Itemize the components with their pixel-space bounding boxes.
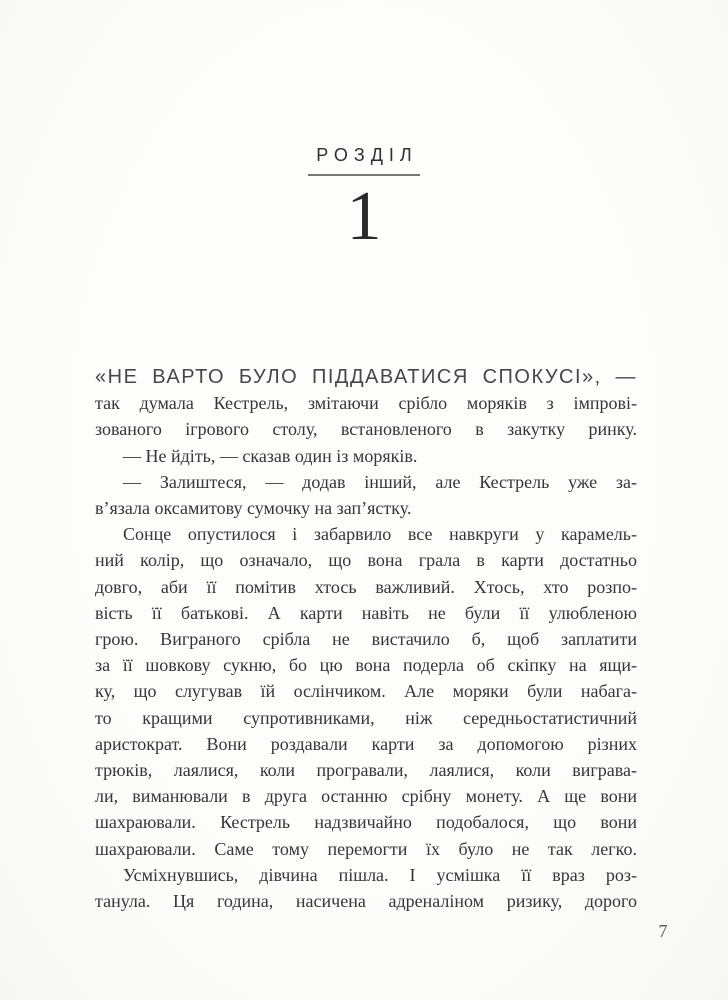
page-number: 7: [658, 921, 668, 941]
text-line: Сонце опустилося і забарвило все навкруги у карамель-: [123, 524, 637, 545]
text-line: в’язала оксамитову сумочку на зап’ястку.: [95, 498, 412, 519]
text-line: грою. Виграного срібла не вистачило б, щоб заплатити: [95, 629, 637, 650]
chapter-header: [0, 144, 728, 255]
text-line: «НЕ ВАРТО БУЛО ПІДДАВАТИСЯ СПОКУСІ», —: [95, 366, 637, 388]
text-line: Усміхнувшись, дівчина пішла. І усмішка її враз роз-: [123, 864, 637, 885]
text-line: вість її батькові. А карти навіть не були її улюбленою: [95, 602, 637, 623]
text-line: так думала Кестрель, змітаючи срібло моряків з імпрові-: [95, 393, 637, 414]
text-line: ку, що слугував їй ослінчиком. Але моряки були набага-: [95, 681, 637, 702]
text-line: танула. Ця година, насичена адреналіном ризику, дорого: [95, 891, 637, 912]
text-line: ли, виманювали в друга останню срібну монету. А ще вони: [95, 786, 637, 807]
chapter-rule-divider: [308, 174, 420, 176]
text-line: — Залиштеся, — додав інший, але Кестрель уже за-: [123, 471, 637, 492]
text-line: шахраювали. Кестрель надзвичайно подобалося, що вони: [95, 812, 637, 833]
text-line: довго, аби її помітив хтось важливий. Хтось, хто розпо-: [95, 576, 637, 597]
text-line: — Не йдіть, — сказав один із моряків.: [123, 445, 418, 466]
chapter-number: 1: [346, 178, 382, 255]
body-text: [95, 364, 637, 914]
chapter-label: РОЗДІЛ: [316, 145, 418, 165]
text-line: аристократ. Вони роздавали карти за допомогою різних: [95, 733, 637, 754]
text-line: шахраювали. Саме тому перемогти їх було не так легко.: [95, 838, 637, 859]
text-line: за її шовкову сукню, бо цю вона подерла об скіпку на ящи-: [95, 655, 637, 676]
text-line: то кращими супротивниками, ніж середньостатистичний: [95, 707, 637, 728]
text-line: ний колір, що означало, що вона грала в карти достатньо: [95, 550, 637, 571]
text-line: трюків, лаялися, коли програвали, лаялися, коли виграва-: [95, 760, 637, 781]
text-line: зованого ігрового столу, встановленого в закутку ринку.: [95, 419, 637, 440]
